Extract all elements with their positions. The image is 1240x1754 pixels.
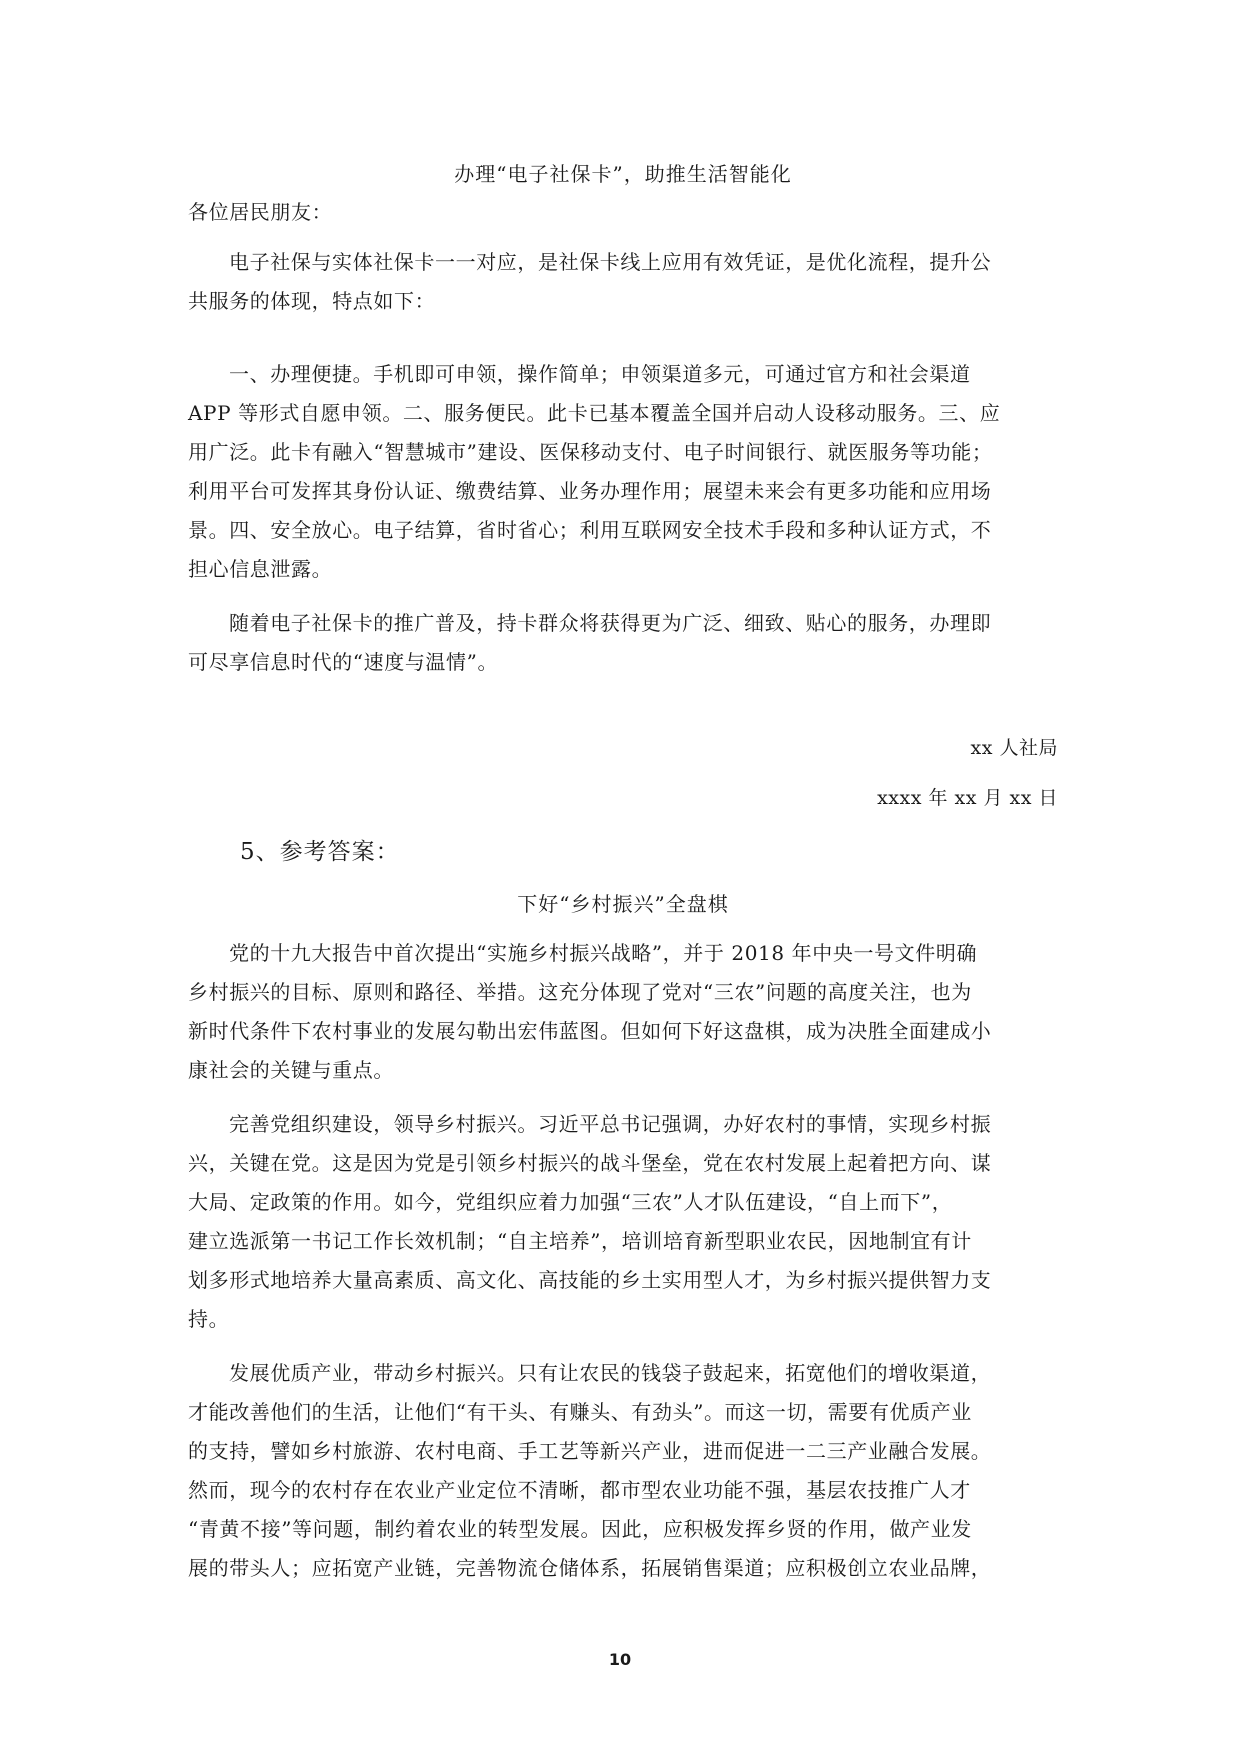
essay-paragraph-2: 完善党组织建设，领导乡村振兴。习近平总书记强调，办好农村的事情，实现乡村振 兴，关键在党。这是因为党是引领乡村振兴的战斗堡垒，党在农村发展上起着把方向、谋 大局、定政策的作用。如今，党组织应着力加强“三农”人才队伍建设，“自上而下”， 建立选派第一书记工作长效机制；“自主培养”，培训培育新型职业农民，因地制宜有计 划多形式地培养大量高素质、高文化、高技能的乡土实用型人才，为乡村振兴提供智力支 持。 (188, 1112, 992, 1331)
section-heading: 5、参考答案： (240, 839, 400, 865)
essay-paragraph-1: 党的十九大报告中首次提出“实施乡村振兴战略”，并于 2018 年中央一号文件明确 乡村振兴的目标、原则和路径、举措。这充分体现了党对“三农”问题的高度关注，也为 新时代条件下农村事业的发展勾勒出宏伟蓝图。但如何下好这盘棋，成为决胜全面建成小 康社会的关键与重点。 (188, 941, 992, 1082)
essay-title: 下好“乡村振兴”全盘棋 (517, 892, 729, 916)
essay-paragraph-3: 发展优质产业，带动乡村振兴。只有让农民的钱袋子鼓起来，拓宽他们的增收渠道， 才能改善他们的生活，让他们“有干头、有赚头、有劲头”。而这一切，需要有优质产业 的支持，譬如乡村旅游、农村电商、手工艺等新兴产业，进而促进一二三产业融合发展。 然而，现今的农村存在农业产业定位不清晰，都市型农业功能不强，基层农技推广人才 “青黄不接”等问题，制约着农业的转型发展。因此，应积极发挥乡贤的作用，做产业发 展的带头人；应拓宽产业链，完善物流仓储体系，拓展销售渠道；应积极创立农业品牌， (188, 1361, 992, 1580)
notice-title: 办理“电子社保卡”，助推生活智能化 (454, 162, 792, 186)
page-number: 10 (608, 1650, 632, 1669)
date: xxxx 年 xx 月 xx 日 (877, 787, 1058, 809)
signature: xx 人社局 (970, 737, 1058, 759)
salutation: 各位居民朋友： (188, 200, 333, 224)
notice-paragraph-3: 随着电子社保卡的推广普及，持卡群众将获得更为广泛、细致、贴心的服务，办理即 可尽享信息时代的“速度与温情”。 (188, 611, 992, 674)
notice-paragraph-1: 电子社保与实体社保卡一一对应，是社保卡线上应用有效凭证，是优化流程，提升公 共服务的体现，特点如下： (188, 250, 992, 313)
notice-paragraph-2: 一、办理便捷。手机即可申领，操作简单；申领渠道多元，可通过官方和社会渠道 APP 等形式自愿申领。二、服务便民。此卡已基本覆盖全国并启动人设移动服务。三、应 用广泛。此卡有融入“智慧城市”建设、医保移动支付、电子时间银行、就医服务等功能； 利用平台可发挥其身份认证、缴费结算、业务办理作用；展望未来会有更多功能和应用场 景。四、安全放心。电子结算，省时省心；利用互联网安全技术手段和多种认证方式，不 担心信息泄露。 (188, 362, 1001, 581)
